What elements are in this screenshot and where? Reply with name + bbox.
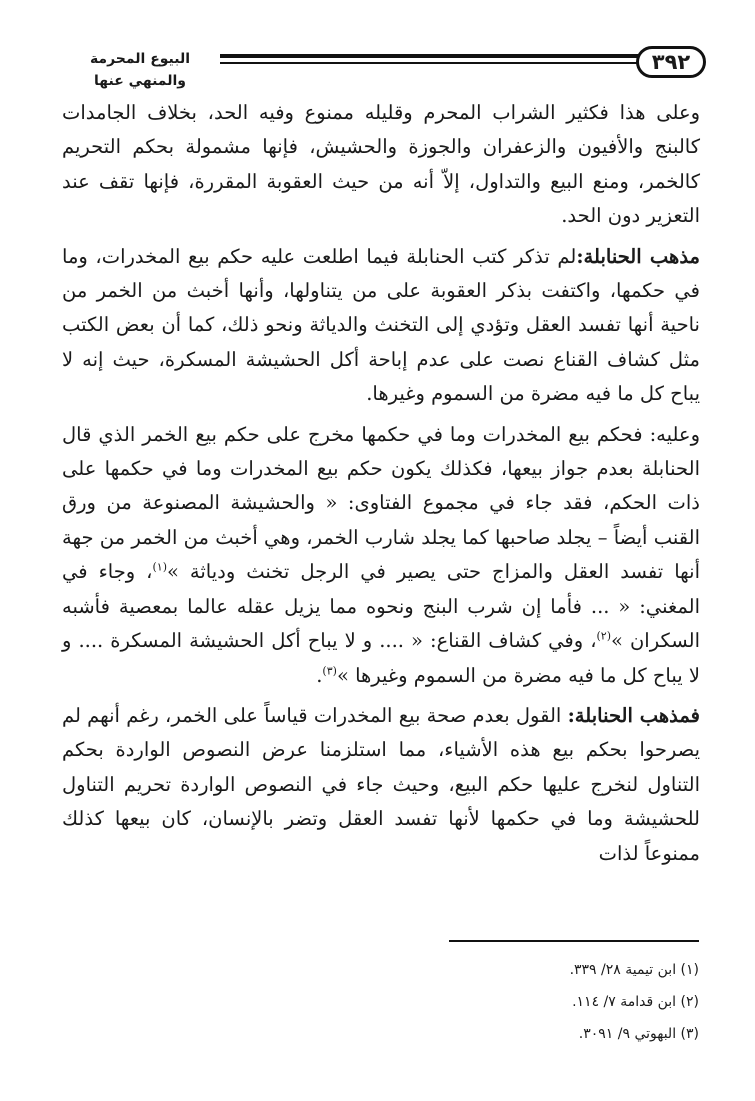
header-rule-thin [220,62,640,64]
paragraph-3-text-b: ، وجاء في المغني: « ... فأما إن شرب البنج ونحوه مما يزيل عقله عالما بمعصية فأشبه السكران » [62,560,700,653]
paragraph-1-text: وعلى هذا فكثير الشراب المحرم وقليله ممنوع وفيه الحد، بخلاف الجامدات كالبنج والأفيون والزعفران والجوزة والحشيش، فإنها مشمولة بحكم التحريم كالخمر، ومنع البيع والتداول، إلاّ أنه من حيث العقوبة المقررة، فإنها تقف عند التعزير دون الحد. [62,101,700,228]
paragraph-1 [62,96,700,234]
running-title: البيوع المحرمة والمنهي عنها [89,51,191,89]
paragraph-4-text: القول بعدم صحة بيع المخدرات قياساً على الخمر، رغم أنهم لم يصرحوا بحكم بيع هذه الأشياء، مما استلزمنا عرض النصوص الواردة بحكم التناول لنخرج عليها حكم البيع، وحيث جاء في النصوص الواردة تحريم التناول للحشيشة وما في حكمها لأنها تفسد العقل وتضر بالإنسان، كان بيعها كذلك ممنوعاً لذات [62,703,700,865]
footnote-ref-2: (٢) [596,629,611,643]
footnotes [59,954,699,1050]
page-header [60,44,706,89]
footnote-ref-1: (١) [152,560,167,574]
footnote-ref-3: (٣) [322,664,337,677]
paragraph-3 [62,418,700,693]
footnote-3: (٣) البهوتي ٩/ ٣٠٩١. [578,1026,699,1042]
paragraph-3-text-c: ، وفي كشاف القناع: « .... و لا يباح أكل الحشيشة المسكرة .... و لا يباح كل ما فيه مضرة من السموم وغيرها » [62,629,700,687]
header-rule-thick [220,54,640,58]
footnote-2: (٢) ابن قدامة ٧/ ١١٤. [572,994,699,1010]
paragraph-4 [62,699,700,871]
paragraph-2-label: مذهب الحنابلة: [576,244,700,268]
paragraph-4-label: فمذهب الحنابلة: [567,703,700,727]
page-number: ٣٩٢ [636,46,706,78]
paragraph-3-text-d: . [316,663,323,687]
paragraph-3-text-a: وعليه: فحكم بيع المخدرات وما في حكمها مخرج على حكم بيع الخمر الذي قال الحنابلة بعدم جواز بيعها، فكذلك يكون حكم بيع المخدرات وما في حكمها على ذات الحكم، فقد جاء في مجموع الفتاوى: « والحشيشة المصنوعة من ورق القنب أيضاً – يجلد صاحبها كما يجلد شارب الخمر، وهي أخبث من الخمر من جهة أنها تفسد العقل والمزاج حتى يصير في الرجل تخنث ودياثة » [62,422,700,584]
paragraph-2 [62,240,700,412]
paragraph-2-text: لم تذكر كتب الحنابلة فيما اطلعت عليه حكم بيع المخدرات، وما في حكمها، واكتفت بذكر العقوبة على من يتناولها، وأنها أخبث من الخمر من ناحية أنها تفسد العقل وتؤدي إلى التخنث والدياثة ونحو ذلك، كما أن بعض الكتب مثل كشاف القناع نصت على عدم إباحة أكل الحشيشة المسكرة، حيث إنه لا يباح كل ما فيه مضرة من السموم وغيرها. [62,244,700,406]
body-text [62,96,700,877]
header-rule [220,54,640,68]
footnote-1: (١) ابن تيمية ٢٨/ ٣٣٩. [569,962,699,978]
footnote-separator [449,940,699,942]
